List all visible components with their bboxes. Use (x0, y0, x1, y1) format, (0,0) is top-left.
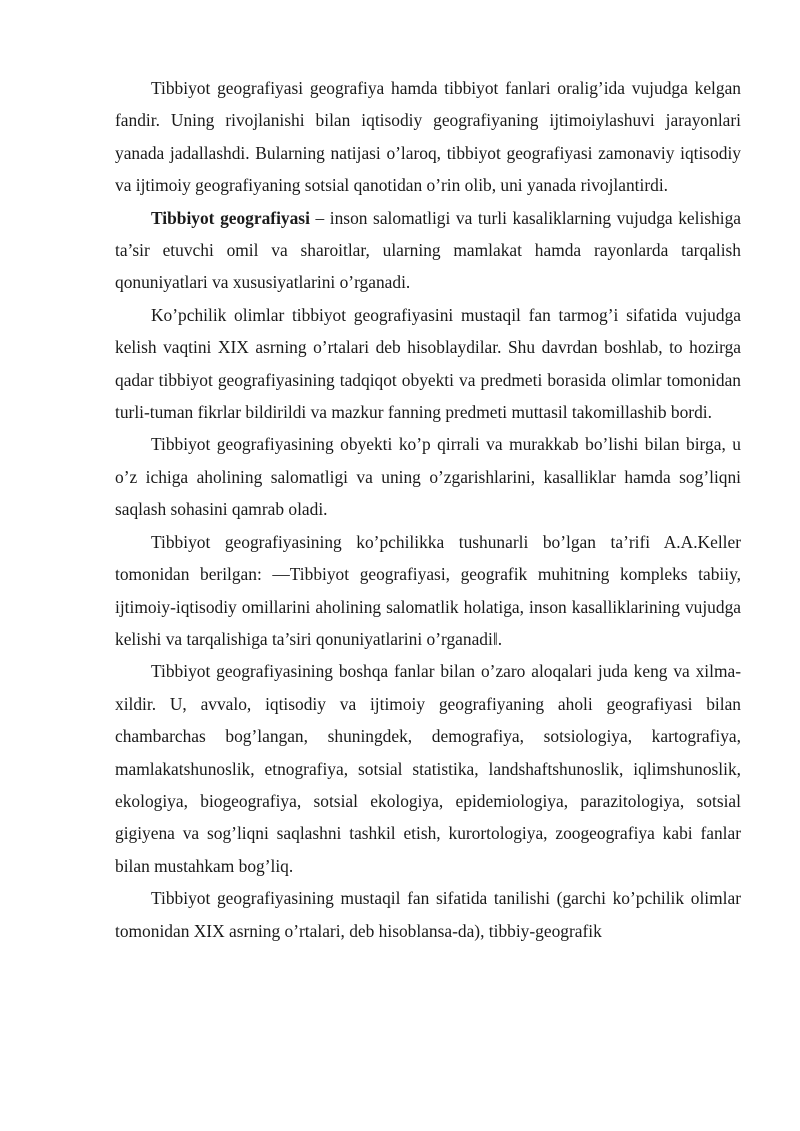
paragraph-4 (115, 428, 741, 525)
paragraph-1 (115, 72, 741, 202)
paragraph-5 (115, 526, 741, 656)
paragraph-2-term: Tibbiyot geografiyasi (151, 207, 310, 228)
paragraph-7 (115, 882, 741, 947)
paragraph-4-text: Tibbiyot geografiyasining obyekti ko’p qirrali va murakkab bo’lishi bilan birga, u o’z ichiga aholining salomatligi va uning o’zgarishlarini, kasalliklar hamda sog’liqni saqlash sohasini qamrab oladi. (115, 434, 741, 520)
paragraph-5-text: Tibbiyot geografiyasining ko’pchilikka tushunarli bo’lgan ta’rifi A.A.Keller tomonidan berilgan: ―Tibbiyot geografiyasi, geografik muhitning kompleks tabiiy, ijtimoiy-iqtisodiy omillarini aholining salomatlik holatiga, inson kasalliklarining vujudga kelishi va tarqalishiga ta’siri qonuniyatlarini o’rganadi‖. (115, 531, 741, 649)
paragraph-2 (115, 202, 741, 299)
paragraph-6 (115, 655, 741, 882)
paragraph-3-text: Ko’pchilik olimlar tibbiyot geografiyasini mustaqil fan tarmog’i sifatida vujudga kelish vaqtini XIX asrning o’rtalari deb hisoblaydilar. Shu davrdan boshlab, to hozirga qadar tibbiyot geografiyasining tadqiqot obyekti va predmeti borasida olimlar tomonidan turli-tuman fikrlar bildirildi va mazkur fanning predmeti muttasil takomillashib bordi. (115, 304, 741, 423)
paragraph-6-text: Tibbiyot geografiyasining boshqa fanlar bilan o’zaro aloqalari juda keng va xilma-xildir. U, avvalo, iqtisodiy va ijtimoiy geografiyaning aholi geografiyasi bilan chambarchas bog’langan, shuningdek, demografiya, sotsiologiya, kartografiya, mamlakatshunoslik, etnografiya, sotsial statistika, landshaftshunoslik, iqlimshunoslik, ekologiya, biogeografiya, sotsial ekologiya, epidemiologiya, parazitologiya, sotsial gigiyena va sog’liqni saqlashni tashkil etish, kurortologiya, zoogeografiya kabi fanlar bilan mustahkam bog’liq. (115, 661, 741, 876)
paragraph-7-text: Tibbiyot geografiyasining mustaqil fan sifatida tanilishi (garchi ko’pchilik olimlar tomonidan XIX asrning o’rtalari, deb hisoblansa-da), tibbiy-geografik (115, 888, 741, 941)
paragraph-3 (115, 299, 741, 429)
paragraph-1-text: Tibbiyot geografiyasi geografiya hamda tibbiyot fanlari oralig’ida vujudga kelgan fandir. Uning rivojlanishi bilan iqtisodiy geografiyaning ijtimoiylashuvi jarayonlari yanada jadallashdi. Bularning natijasi o’laroq, tibbiyot geografiyasi zamonaviy iqtisodiy va ijtimoiy geografiyaning sotsial qanotidan o’rin olib, uni yanada rivojlantirdi. (115, 78, 741, 196)
document-page (115, 72, 741, 947)
paragraph-2-text: – inson salomatligi va turli kasaliklarning vujudga kelishiga ta’sir etuvchi omil va sharoitlar, ularning mamlakat hamda rayonlarda tarqalish qonuniyatlari va xususiyatlarini o’rganadi. (115, 207, 742, 293)
